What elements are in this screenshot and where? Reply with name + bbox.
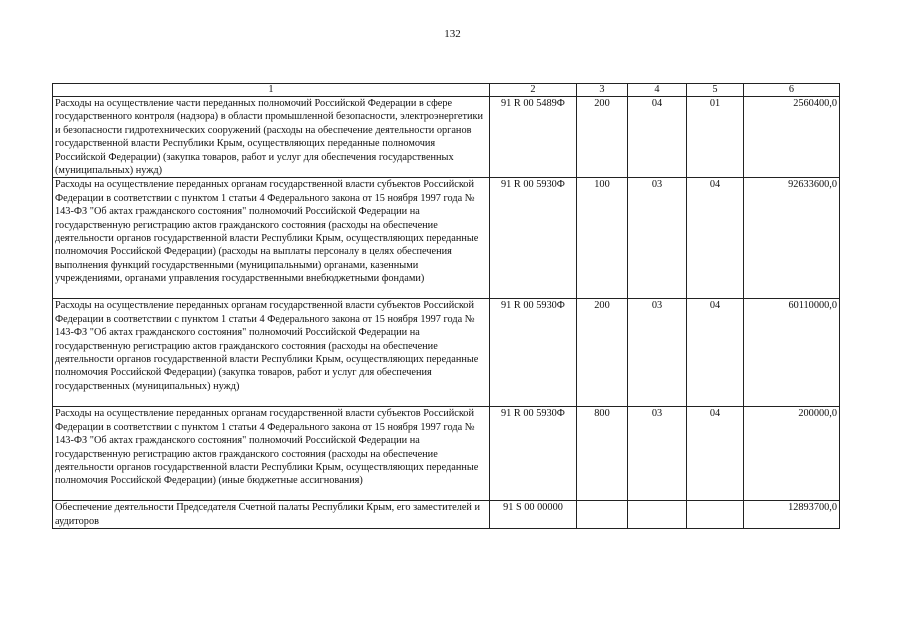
row-section: 03 bbox=[628, 299, 687, 407]
row-target-article: 91 R 00 5489Ф bbox=[490, 97, 577, 178]
row-description: Расходы на осуществление части переданных полномочий Российской Федерации в сфере государственного контроля (надзора) в области промышленной безопасности, электроэнергетики и безопасности гидротехнических сооружений (расходы на обеспечение деятельности органов государственной власти Республики Крым, осуществляющих переданные полномочия Российской Федерации) (закупка товаров, работ и услуг для обеспечения государственных (муниципальных) нужд) bbox=[53, 97, 490, 178]
table-row bbox=[53, 178, 840, 299]
row-section: 03 bbox=[628, 178, 687, 299]
row-description: Расходы на осуществление переданных органам государственной власти субъектов Российской Федерации в соответствии с пунктом 1 статьи 4 Федерального закона от 15 ноября 1997 года № 143-ФЗ "Об актах гражданского состояния" полномочий Российской Федерации на государственную регистрацию актов гражданского состояния (расходы на обеспечение деятельности органов государственной власти Республики Крым, осуществляющих переданные полномочия Российской Федерации) (расходы на выплаты персоналу в целях обеспечения выполнения функций государственными (муниципальными) органами, казенными учреждениями, органами управления государственными внебюджетными фондами) bbox=[53, 178, 490, 299]
budget-table bbox=[52, 83, 840, 529]
row-section: 04 bbox=[628, 97, 687, 178]
column-header-amount: 6 bbox=[744, 84, 840, 97]
row-subsection: 04 bbox=[687, 178, 744, 299]
row-target-article: 91 R 00 5930Ф bbox=[490, 178, 577, 299]
row-subsection: 04 bbox=[687, 299, 744, 407]
column-header-target-article: 2 bbox=[490, 84, 577, 97]
table-row bbox=[53, 299, 840, 407]
row-subsection: 04 bbox=[687, 407, 744, 501]
column-header-subsection: 5 bbox=[687, 84, 744, 97]
row-target-article: 91 S 00 00000 bbox=[490, 501, 577, 529]
column-header-description: 1 bbox=[53, 84, 490, 97]
row-target-article: 91 R 00 5930Ф bbox=[490, 299, 577, 407]
row-expense-type: 200 bbox=[577, 299, 628, 407]
row-amount: 60110000,0 bbox=[744, 299, 840, 407]
column-header-expense-type: 3 bbox=[577, 84, 628, 97]
row-subsection bbox=[687, 501, 744, 529]
row-section bbox=[628, 501, 687, 529]
table-row bbox=[53, 407, 840, 501]
row-expense-type: 100 bbox=[577, 178, 628, 299]
table-header-row bbox=[53, 84, 840, 97]
row-amount: 2560400,0 bbox=[744, 97, 840, 178]
row-description: Расходы на осуществление переданных органам государственной власти субъектов Российской Федерации в соответствии с пунктом 1 статьи 4 Федерального закона от 15 ноября 1997 года № 143-ФЗ "Об актах гражданского состояния" полномочий Российской Федерации на государственную регистрацию актов гражданского состояния (расходы на обеспечение деятельности органов государственной власти Республики Крым, осуществляющих переданные полномочия Российской Федерации) (закупка товаров, работ и услуг для обеспечения государственных (муниципальных) нужд) bbox=[53, 299, 490, 407]
row-expense-type bbox=[577, 501, 628, 529]
row-amount: 12893700,0 bbox=[744, 501, 840, 529]
row-section: 03 bbox=[628, 407, 687, 501]
column-header-section: 4 bbox=[628, 84, 687, 97]
table-row bbox=[53, 501, 840, 529]
page-number: 132 bbox=[444, 28, 461, 40]
table-row bbox=[53, 97, 840, 178]
row-amount: 200000,0 bbox=[744, 407, 840, 501]
row-expense-type: 200 bbox=[577, 97, 628, 178]
row-amount: 92633600,0 bbox=[744, 178, 840, 299]
row-target-article: 91 R 00 5930Ф bbox=[490, 407, 577, 501]
row-description: Обеспечение деятельности Председателя Счетной палаты Республики Крым, его заместителей и аудиторов bbox=[53, 501, 490, 529]
row-description: Расходы на осуществление переданных органам государственной власти субъектов Российской Федерации в соответствии с пунктом 1 статьи 4 Федерального закона от 15 ноября 1997 года № 143-ФЗ "Об актах гражданского состояния" полномочий Российской Федерации на государственную регистрацию актов гражданского состояния (расходы на обеспечение деятельности органов государственной власти Республики Крым, осуществляющих переданные полномочия Российской Федерации) (иные бюджетные ассигнования) bbox=[53, 407, 490, 501]
row-expense-type: 800 bbox=[577, 407, 628, 501]
row-subsection: 01 bbox=[687, 97, 744, 178]
